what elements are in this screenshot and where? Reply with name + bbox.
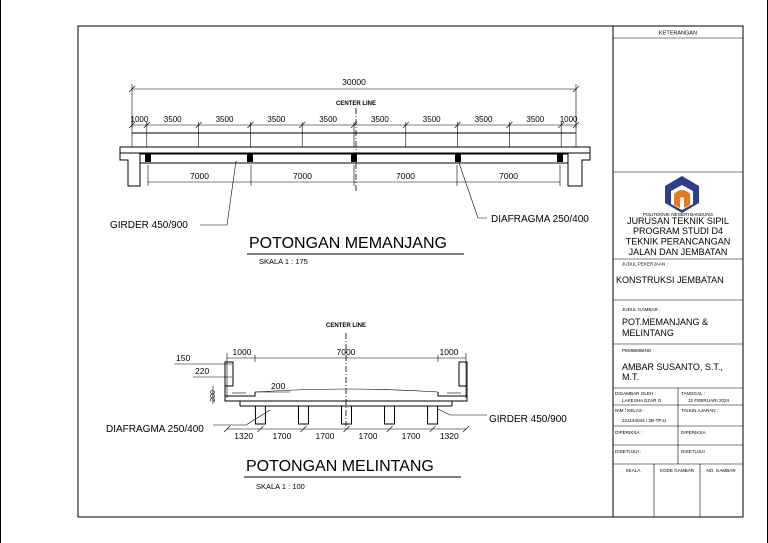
long-diaphragm: [351, 154, 357, 162]
dept-line-4: JALAN DAN JEMBATAN: [628, 247, 728, 257]
title-block: [613, 26, 743, 517]
cross-girder: [385, 406, 395, 424]
cross-girder-label: GIRDER 450/900: [489, 414, 567, 425]
long-diafragma-label: DIAFRAGMA 250/400: [491, 214, 589, 225]
cross-bottom-dim-label: 1700: [315, 431, 335, 441]
cross-section-scale: SKALA 1 : 100: [256, 482, 305, 491]
cross-section-title: POTONGAN MELINTANG: [246, 458, 434, 475]
cross-bottom-dim-label: 1700: [358, 431, 378, 441]
long-top-dim-label: 3500: [267, 115, 286, 124]
long-total-dim: 30000: [342, 77, 366, 87]
long-top-dim-label: 3500: [319, 115, 337, 124]
cross-dim-width: 7000: [336, 347, 356, 357]
long-girder-label: GIRDER 450/900: [110, 220, 188, 231]
cross-dim-vert-200: 200: [210, 390, 217, 402]
disetujui-label-1: DISETUJUI :: [615, 449, 642, 454]
institution-name: POLITEKNIK NEGERI BANDUNG: [642, 212, 714, 217]
cross-girder: [298, 406, 308, 424]
long-bottom-dim-label: 7000: [293, 171, 312, 181]
judul-gambar-line-2: MELINTANG: [622, 328, 674, 338]
cross-dim-150: 150: [176, 353, 191, 363]
dept-line-3: TEKNIK PERANCANGAN: [625, 236, 731, 247]
judul-pekerjaan: KONSTRUKSI JEMBATAN: [616, 275, 724, 285]
tanggal-value: 12 FEBRUARI 2024: [688, 398, 730, 403]
cross-dim-right-sidewalk: 1000: [439, 347, 459, 357]
pembimbing-label: PEMBIMBING :: [622, 348, 654, 353]
long-center-line-label: CENTER LINE: [335, 101, 377, 107]
long-bottom-dim-label: 7000: [396, 171, 415, 181]
long-top-dim-label: 1000: [130, 115, 149, 124]
cross-dim-left-sidewalk: 1000: [232, 347, 252, 357]
long-diaphragm: [557, 154, 563, 162]
keterangan-label: KETERANGAN: [659, 30, 697, 37]
cross-girder: [428, 406, 438, 424]
digambar-value: LAKESHA EZAR G: [622, 398, 662, 403]
cross-girder: [342, 406, 352, 424]
long-diaphragm: [145, 154, 151, 162]
digambar-label: DIGAMBAR OLEH :: [615, 391, 656, 396]
long-top-dim-label: 3500: [474, 115, 493, 124]
cross-bottom-dim-label: 1320: [234, 431, 254, 441]
long-top-dim-label: 3500: [215, 115, 234, 124]
nim-value: 221134044 / 2B-TPJJ: [622, 418, 667, 423]
cross-dim-220: 220: [195, 366, 210, 376]
long-top-dim-label: 3500: [163, 115, 182, 124]
cross-dim-200: 200: [271, 381, 286, 391]
long-top-dim-label: 3500: [422, 115, 441, 124]
dept-line-2: PROGRAM STUDI D4: [632, 226, 724, 236]
skala-label: SKALA: [625, 468, 641, 473]
long-diaphragm: [247, 154, 253, 162]
nim-label: NIM / KELAS :: [615, 408, 645, 413]
tahun-ajaran-label: TAHUN AJARAN :: [681, 408, 719, 413]
long-bottom-dim-label: 7000: [190, 171, 209, 181]
cross-center-line-label: CENTER LINE: [325, 323, 367, 329]
judul-pekerjaan-label: JUDUL PEKERJAAN :: [622, 261, 668, 267]
drawing-border: [78, 26, 743, 517]
long-top-dim-label: 3500: [371, 115, 389, 124]
pembimbing-line-2: M.T.: [622, 372, 639, 382]
cross-diafragma-label: DIAFRAGMA 250/400: [106, 424, 204, 435]
cross-section-drawing: [106, 323, 567, 491]
long-section-title: POTONGAN MEMANJANG: [249, 235, 447, 252]
long-bottom-dim-label: 7000: [499, 171, 518, 181]
long-top-dim-label: 3500: [526, 115, 545, 124]
long-section-scale: SKALA 1 : 175: [259, 257, 308, 266]
tanggal-label: TANGGAL :: [681, 391, 705, 396]
judul-gambar-line-1: POT.MEMANJANG &: [622, 317, 709, 327]
diperiksa-label-1: DIPERIKSA :: [615, 430, 642, 435]
disetujui-label-2: DISETUJUI: [681, 449, 705, 454]
long-top-dim-label: 1000: [559, 115, 578, 124]
kode-gambar-label: KODE GAMBAR: [659, 468, 695, 473]
cross-bottom-dim-label: 1700: [401, 431, 421, 441]
no-gambar-label: NO. GAMBAR: [706, 468, 736, 473]
pembimbing-line-1: AMBAR SUSANTO, S.T.,: [622, 362, 723, 372]
polban-logo-icon: [665, 176, 699, 213]
diperiksa-label-2: DIPERIKSA: [681, 430, 706, 435]
cross-bottom-dim-label: 1700: [272, 431, 292, 441]
judul-gambar-label: JUDUL GAMBAR :: [622, 307, 661, 312]
long-section-drawing: [110, 77, 590, 266]
cross-bottom-dim-label: 1320: [439, 431, 459, 441]
cross-girder: [255, 406, 265, 424]
dept-line-1: JURUSAN TEKNIK SIPIL: [627, 216, 729, 226]
